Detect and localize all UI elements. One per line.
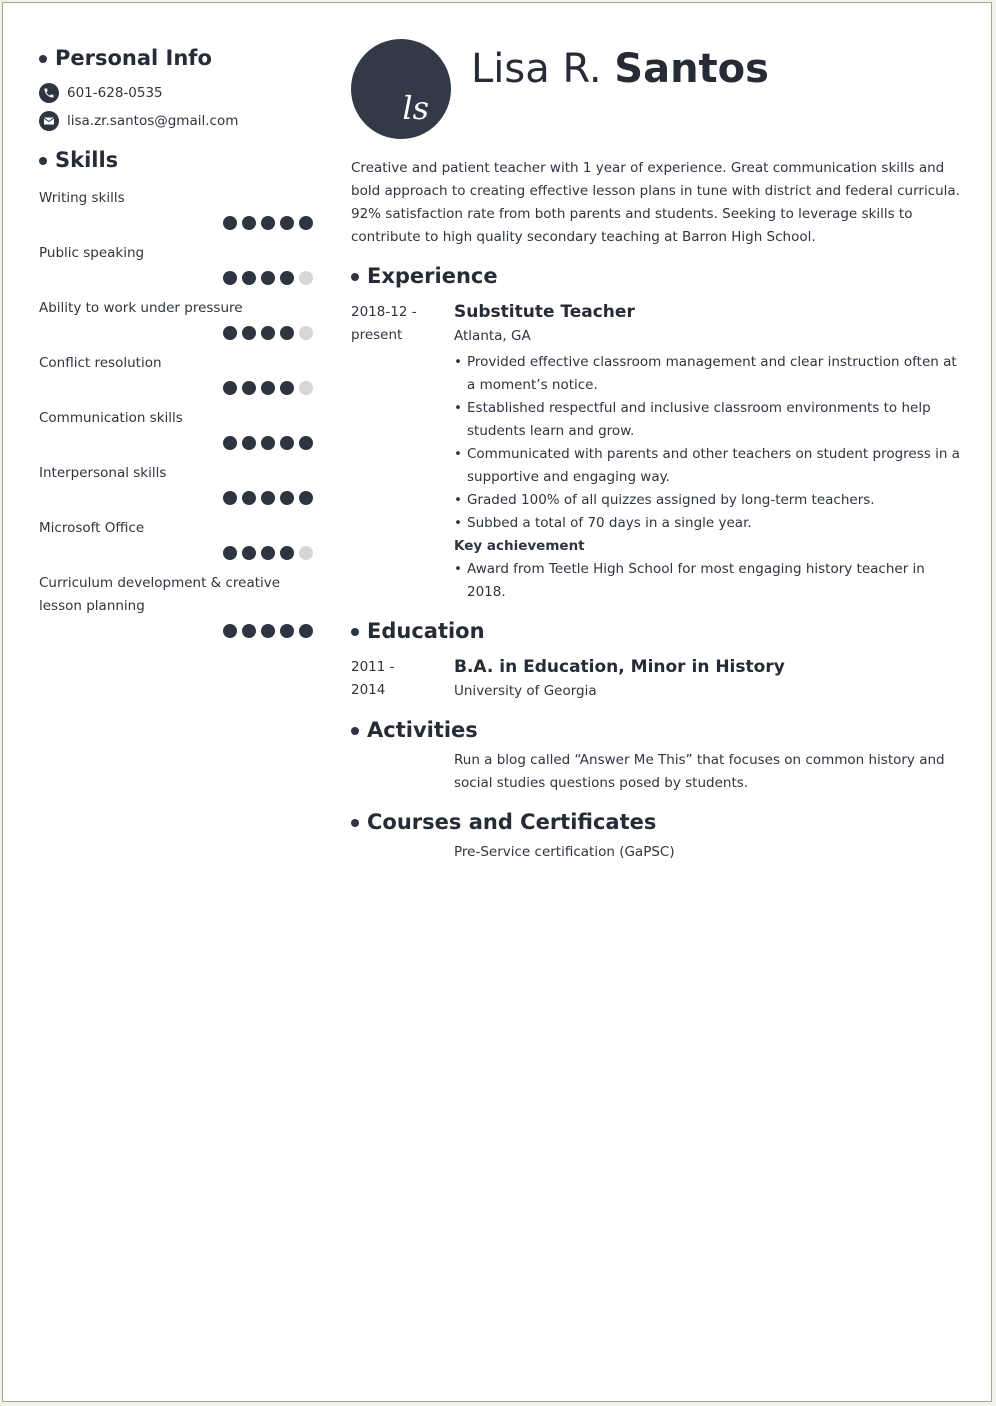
skill-name: Interpersonal skills <box>39 465 167 481</box>
rating-dot-filled <box>242 624 256 638</box>
skill-rating <box>39 326 313 340</box>
resume-header <box>351 39 961 151</box>
personal-info-heading: Personal Info <box>55 46 212 70</box>
activities-text: Run a blog called “Answer Me This” that focuses on common history and social studies questions posed by students. <box>454 752 945 791</box>
rating-dot-filled <box>223 216 237 230</box>
phone-icon <box>39 83 59 103</box>
first-name: Lisa R. <box>471 46 602 92</box>
rating-dot-filled <box>280 491 294 505</box>
rating-dot-filled <box>242 381 256 395</box>
skill-rating <box>39 546 313 560</box>
section-title-education <box>351 616 961 646</box>
skill-name: Curriculum development & creative lesson planning <box>39 575 281 614</box>
rating-dot-filled <box>261 546 275 560</box>
rating-dot-empty <box>299 326 313 340</box>
skill-name: Communication skills <box>39 410 183 426</box>
experience-dates <box>351 301 454 604</box>
rating-dot-filled <box>261 326 275 340</box>
rating-dot-filled <box>242 271 256 285</box>
rating-dot-empty <box>299 271 313 285</box>
skill-item <box>39 572 313 638</box>
courses-heading: Courses and Certificates <box>367 810 657 834</box>
list-item: • Established respectful and inclusive classroom environments to help students learn and grow. <box>454 397 961 443</box>
rating-dot-filled <box>223 271 237 285</box>
rating-dot-filled <box>242 546 256 560</box>
skills-heading: Skills <box>55 148 119 172</box>
rating-dot-filled <box>223 436 237 450</box>
courses-text: Pre-Service certification (GaPSC) <box>454 844 675 860</box>
rating-dot-empty <box>299 546 313 560</box>
school-name: University of Georgia <box>454 683 597 699</box>
rating-dot-filled <box>261 624 275 638</box>
rating-dot-filled <box>242 491 256 505</box>
rating-dot-filled <box>223 624 237 638</box>
rating-dot-filled <box>261 436 275 450</box>
job-bullets <box>454 351 961 535</box>
rating-dot-filled <box>280 546 294 560</box>
rating-dot-filled <box>299 216 313 230</box>
contact-email <box>39 107 313 135</box>
education-entry <box>351 656 961 703</box>
contact-phone <box>39 79 313 107</box>
rating-dot-filled <box>261 271 275 285</box>
experience-heading: Experience <box>367 264 498 288</box>
skill-rating <box>39 491 313 505</box>
bullet-dot-icon <box>351 727 359 735</box>
date-end: present <box>351 327 403 343</box>
skill-rating <box>39 271 313 285</box>
skill-name: Ability to work under pressure <box>39 300 243 316</box>
resume-page <box>2 2 992 1402</box>
skill-name: Conflict resolution <box>39 355 162 371</box>
rating-dot-filled <box>242 326 256 340</box>
education-heading: Education <box>367 619 485 643</box>
main-column <box>351 39 961 864</box>
date-end: 2014 <box>351 682 386 698</box>
profile-summary: Creative and patient teacher with 1 year of experience. Great communication skills and bold approach to creating effective lesson plans in tune with district and federal curricula. 92% satisfaction rate from both parents and students. Seeking to leverage skills to contribute to high quality secondary teaching at Barron High School. <box>351 160 960 245</box>
rating-dot-empty <box>299 381 313 395</box>
skill-item <box>39 242 313 285</box>
rating-dot-filled <box>242 216 256 230</box>
education-body <box>454 656 961 703</box>
section-title-activities <box>351 715 961 745</box>
rating-dot-filled <box>280 326 294 340</box>
rating-dot-filled <box>223 326 237 340</box>
rating-dot-filled <box>261 216 275 230</box>
experience-entry <box>351 301 961 604</box>
rating-dot-filled <box>299 491 313 505</box>
skill-item <box>39 297 313 340</box>
rating-dot-filled <box>280 436 294 450</box>
rating-dot-filled <box>261 491 275 505</box>
key-achievement-label: Key achievement <box>454 538 585 554</box>
job-location: Atlanta, GA <box>454 328 531 344</box>
rating-dot-filled <box>242 436 256 450</box>
section-title-skills <box>39 145 313 175</box>
skill-rating <box>39 381 313 395</box>
activities-heading: Activities <box>367 718 478 742</box>
list-item: • Provided effective classroom management and clear instruction often at a moment’s notice. <box>454 351 961 397</box>
rating-dot-filled <box>280 216 294 230</box>
last-name: Santos <box>614 46 769 92</box>
experience-body <box>454 301 961 604</box>
skill-name: Microsoft Office <box>39 520 145 536</box>
rating-dot-filled <box>223 491 237 505</box>
skill-item <box>39 187 313 230</box>
skill-name: Public speaking <box>39 245 145 261</box>
rating-dot-filled <box>223 546 237 560</box>
sidebar <box>39 43 313 638</box>
full-name <box>471 45 769 93</box>
education-dates <box>351 656 454 703</box>
bullet-dot-icon <box>39 157 47 165</box>
rating-dot-filled <box>299 624 313 638</box>
section-title-experience <box>351 261 961 291</box>
date-start: 2018-12 - <box>351 304 417 320</box>
skill-item <box>39 407 313 450</box>
section-title-courses <box>351 807 961 837</box>
degree-title: B.A. in Education, Minor in History <box>454 657 785 677</box>
bullet-dot-icon <box>351 273 359 281</box>
rating-dot-filled <box>280 624 294 638</box>
job-title: Substitute Teacher <box>454 302 635 322</box>
envelope-icon <box>39 111 59 131</box>
list-item: • Communicated with parents and other teachers on student progress in a supportive and engaging way. <box>454 443 961 489</box>
list-item: • Subbed a total of 70 days in a single year. <box>454 512 961 535</box>
monogram-avatar: ls <box>351 39 451 139</box>
phone-text[interactable]: 601-628-0535 <box>67 85 163 101</box>
skill-item <box>39 517 313 560</box>
list-item: • Award from Teetle High School for most engaging history teacher in 2018. <box>454 558 961 604</box>
skill-rating <box>39 436 313 450</box>
bullet-dot-icon <box>351 819 359 827</box>
section-title-personal-info <box>39 43 313 73</box>
skill-rating <box>39 216 313 230</box>
rating-dot-filled <box>223 381 237 395</box>
date-start: 2011 - <box>351 659 395 675</box>
rating-dot-filled <box>299 436 313 450</box>
rating-dot-filled <box>261 381 275 395</box>
rating-dot-filled <box>280 271 294 285</box>
skills-list <box>39 187 313 638</box>
skill-name: Writing skills <box>39 190 125 206</box>
skill-item <box>39 462 313 505</box>
skill-item <box>39 352 313 395</box>
bullet-dot-icon <box>351 628 359 636</box>
key-achievement-bullets <box>454 558 961 604</box>
email-text[interactable]: lisa.zr.santos@gmail.com <box>67 113 239 129</box>
list-item: • Graded 100% of all quizzes assigned by long-term teachers. <box>454 489 961 512</box>
skill-rating <box>39 624 313 638</box>
contact-list <box>39 79 313 135</box>
rating-dot-filled <box>280 381 294 395</box>
bullet-dot-icon <box>39 55 47 63</box>
